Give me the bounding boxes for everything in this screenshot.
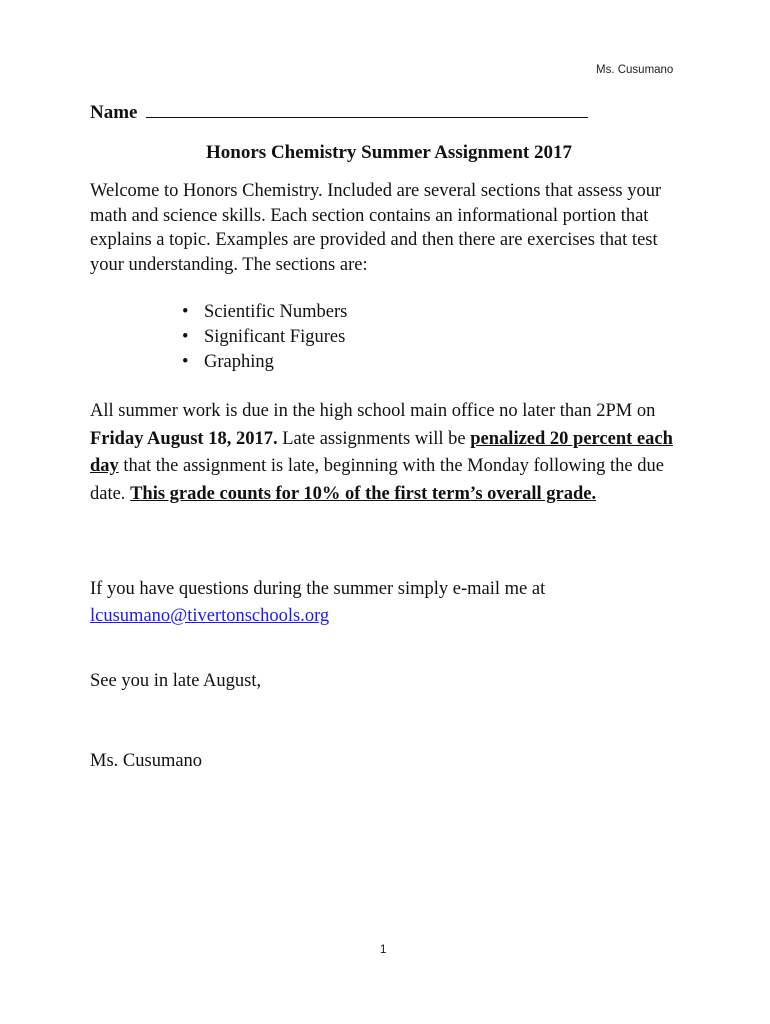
name-label: Name (90, 102, 138, 123)
document-title: Honors Chemistry Summer Assignment 2017 (206, 142, 572, 163)
closing-line: See you in late August, (90, 671, 262, 691)
email-link[interactable]: lcusumano@tivertonschools.org (90, 606, 330, 626)
signature: Ms. Cusumano (90, 751, 203, 771)
page-number: 1 (380, 944, 387, 956)
due-text-1: All summer work is due in the high school main office no later than 2PM on (90, 401, 656, 421)
questions-paragraph (90, 576, 690, 630)
penalty-note: penalized 20 percent each day (90, 428, 673, 476)
due-text-3: that the assignment is late, beginning with the Monday following the due date. (90, 456, 664, 504)
sections-list (180, 300, 347, 375)
list-item: • Significant Figures (180, 325, 347, 350)
header-author: Ms. Cusumano (596, 64, 674, 76)
name-blank-line[interactable] (146, 99, 588, 118)
questions-text: If you have questions during the summer simply e-mail me at (90, 579, 546, 599)
due-date-paragraph (90, 398, 690, 508)
grade-weight-note: This grade counts for 10% of the first term’s overall grade. (130, 483, 597, 504)
name-field (90, 99, 588, 124)
intro-paragraph: Welcome to Honors Chemistry. Included are several sections that assess your math and science skills. Each section contains an informational portion that explains a topic. Examples are provided and then there are exercises that test your understanding. The sections are: (90, 181, 662, 275)
list-item: • Graphing (180, 350, 347, 375)
due-date: Friday August 18, 2017. (90, 428, 278, 449)
list-item: • Scientific Numbers (180, 300, 347, 325)
due-text-2: Late assignments will be (277, 428, 471, 449)
